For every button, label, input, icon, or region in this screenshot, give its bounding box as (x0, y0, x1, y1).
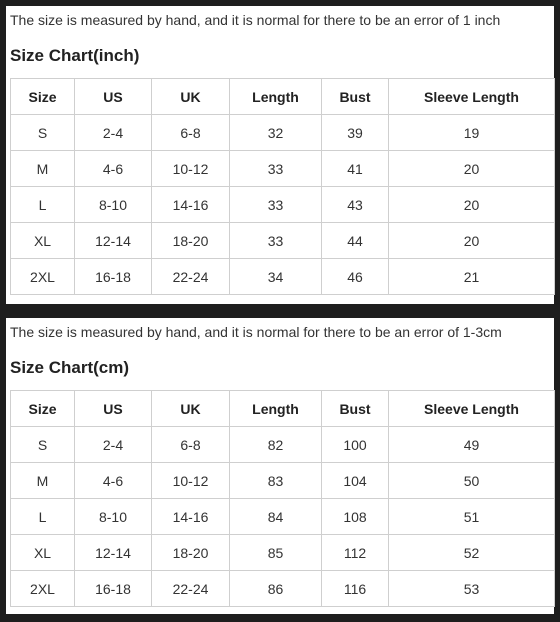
header-sleeve-length: Sleeve Length (389, 79, 555, 115)
size-table-cm (10, 390, 555, 607)
table-cell: 2-4 (75, 115, 152, 151)
header-size: Size (11, 79, 75, 115)
table-cell: 6-8 (152, 115, 230, 151)
table-cell: 51 (389, 499, 555, 535)
table-header-row (11, 79, 555, 115)
table-cell: 116 (322, 571, 389, 607)
table-cell: 19 (389, 115, 555, 151)
table-cell: 85 (230, 535, 322, 571)
table-cell: 6-8 (152, 427, 230, 463)
header-bust: Bust (322, 391, 389, 427)
table-cell: 8-10 (75, 187, 152, 223)
table-row (11, 463, 555, 499)
table-cell: M (11, 463, 75, 499)
table-cell: 43 (322, 187, 389, 223)
table-cell: 33 (230, 187, 322, 223)
table-cell: 18-20 (152, 223, 230, 259)
table-cell: 52 (389, 535, 555, 571)
table-cell: 16-18 (75, 571, 152, 607)
table-cell: 2XL (11, 571, 75, 607)
table-row (11, 427, 555, 463)
table-cell: 4-6 (75, 151, 152, 187)
measurement-note: The size is measured by hand, and it is normal for there to be an error of 1 inch (10, 12, 501, 28)
table-cell: 14-16 (152, 499, 230, 535)
table-cell: 50 (389, 463, 555, 499)
header-size: Size (11, 391, 75, 427)
table-row (11, 499, 555, 535)
header-sleeve-length: Sleeve Length (389, 391, 555, 427)
chart-title: Size Chart(inch) (10, 46, 140, 65)
table-cell: 20 (389, 223, 555, 259)
table-cell: 8-10 (75, 499, 152, 535)
table-cell: M (11, 151, 75, 187)
table-row (11, 187, 555, 223)
table-cell: S (11, 427, 75, 463)
table-cell: 16-18 (75, 259, 152, 295)
table-cell: 39 (322, 115, 389, 151)
table-cell: 82 (230, 427, 322, 463)
table-cell: XL (11, 535, 75, 571)
table-cell: 22-24 (152, 571, 230, 607)
table-cell: 33 (230, 223, 322, 259)
table-cell: 21 (389, 259, 555, 295)
table-cell: 86 (230, 571, 322, 607)
table-row (11, 259, 555, 295)
header-us: US (75, 79, 152, 115)
table-cell: 53 (389, 571, 555, 607)
table-cell: 44 (322, 223, 389, 259)
measurement-note: The size is measured by hand, and it is normal for there to be an error of 1-3cm (10, 324, 502, 340)
header-uk: UK (152, 79, 230, 115)
table-row (11, 535, 555, 571)
table-cell: 108 (322, 499, 389, 535)
table-cell: 84 (230, 499, 322, 535)
table-row (11, 151, 555, 187)
table-cell: 20 (389, 151, 555, 187)
table-cell: XL (11, 223, 75, 259)
table-cell: 41 (322, 151, 389, 187)
table-cell: L (11, 499, 75, 535)
size-chart-inch-panel (6, 6, 554, 304)
header-length: Length (230, 391, 322, 427)
table-cell: 18-20 (152, 535, 230, 571)
header-length: Length (230, 79, 322, 115)
table-cell: 4-6 (75, 463, 152, 499)
table-header-row (11, 391, 555, 427)
table-cell: 22-24 (152, 259, 230, 295)
table-cell: 2XL (11, 259, 75, 295)
header-uk: UK (152, 391, 230, 427)
table-row (11, 571, 555, 607)
chart-title: Size Chart(cm) (10, 358, 130, 377)
table-cell: 2-4 (75, 427, 152, 463)
table-cell: 20 (389, 187, 555, 223)
table-cell: 12-14 (75, 223, 152, 259)
table-cell: 100 (322, 427, 389, 463)
header-bust: Bust (322, 79, 389, 115)
table-cell: 104 (322, 463, 389, 499)
table-cell: 34 (230, 259, 322, 295)
table-cell: L (11, 187, 75, 223)
table-row (11, 115, 555, 151)
table-cell: 83 (230, 463, 322, 499)
table-cell: 46 (322, 259, 389, 295)
table-cell: 14-16 (152, 187, 230, 223)
table-cell: 32 (230, 115, 322, 151)
size-table-inch (10, 78, 555, 295)
table-cell: 49 (389, 427, 555, 463)
header-us: US (75, 391, 152, 427)
table-row (11, 223, 555, 259)
table-cell: 12-14 (75, 535, 152, 571)
size-chart-cm-panel (6, 318, 554, 614)
table-cell: 112 (322, 535, 389, 571)
table-cell: 33 (230, 151, 322, 187)
table-cell: 10-12 (152, 463, 230, 499)
table-cell: S (11, 115, 75, 151)
table-cell: 10-12 (152, 151, 230, 187)
